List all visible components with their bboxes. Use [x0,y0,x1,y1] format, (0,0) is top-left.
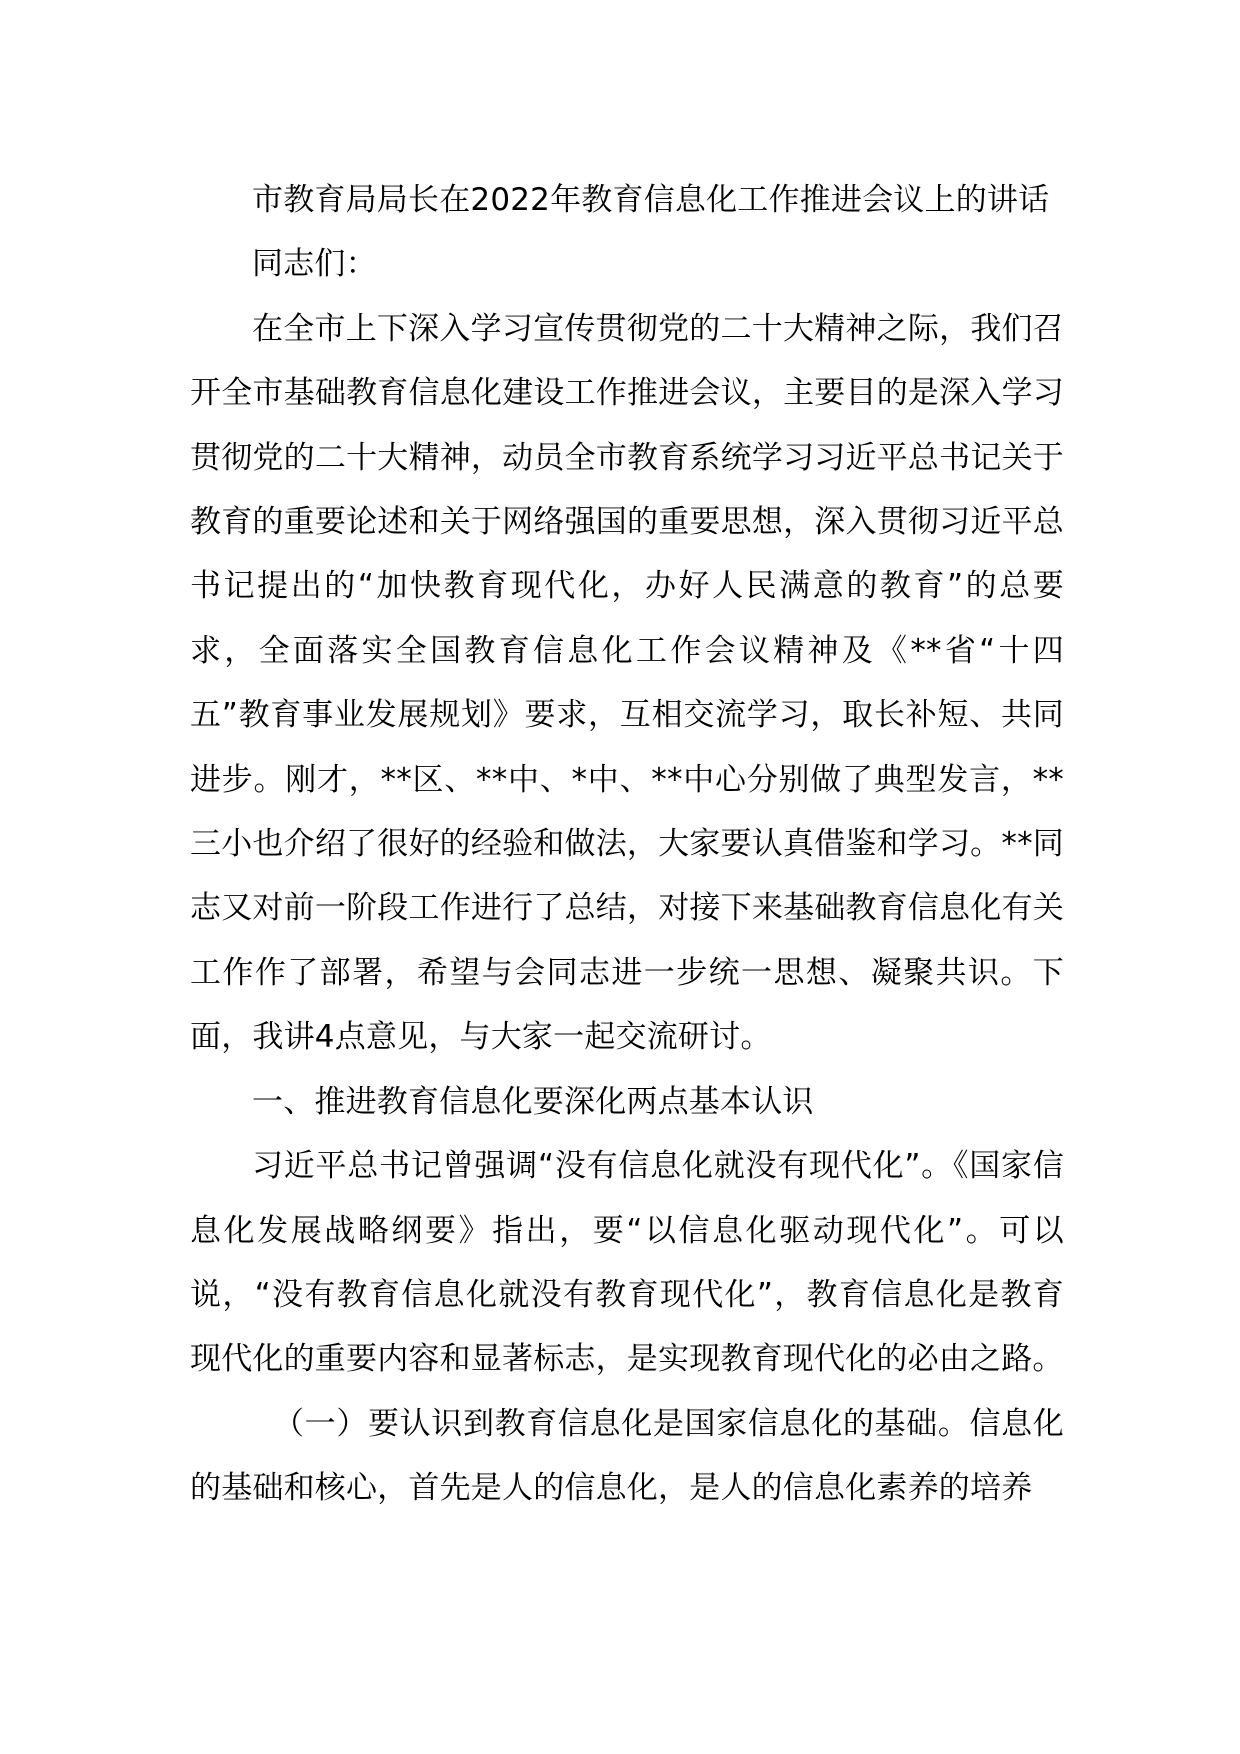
subsection-paragraph: （一）要认识到教育信息化是国家信息化的基础。信息化的基础和核心，首先是人的信息化，是人的信息化素养的培养 [190,1405,1064,1507]
document-body [190,168,1064,1521]
section-heading: 一、推进教育信息化要深化两点基本认识 [252,1083,814,1120]
section-paragraph: 习近平总书记曾强调“没有信息化就没有现代化”。《国家信息化发展战略纲要》指出，要“以信息化驱动现代化”。可以说，“没有教育信息化就没有教育现代化”，教育信息化是教育现代化的重要内容和显著标志，是实现教育现代化的必由之路。 [190,1148,1064,1378]
intro-paragraph: 在全市上下深入学习宣传贯彻党的二十大精神之际，我们召开全市基础教育信息化建设工作推进会议，主要目的是深入学习贯彻党的二十大精神，动员全市教育系统学习习近平总书记关于教育的重要论述和关于网络强国的重要思想，深入贯彻习近平总书记提出的“加快教育现代化，办好人民满意的教育”的总要求，全面落实全国教育信息化工作会议精神及《**省“十四五”教育事业发展规划》要求，互相交流学习，取长补短、共同进步。刚才，**区、**中、*中、**中心分别做了典型发言，**三小也介绍了很好的经验和做法，大家要认真借鉴和学习。**同志又对前一阶段工作进行了总结，对接下来基础教育信息化有关工作作了部署，希望与会同志进一步统一思想、凝聚共识。下面，我讲4点意见，与大家一起交流研讨。 [190,310,1064,1056]
salutation: 同志们： [252,246,377,283]
document-title: 市教育局局长在2022年教育信息化工作推进会议上的讲话 [252,182,1050,218]
